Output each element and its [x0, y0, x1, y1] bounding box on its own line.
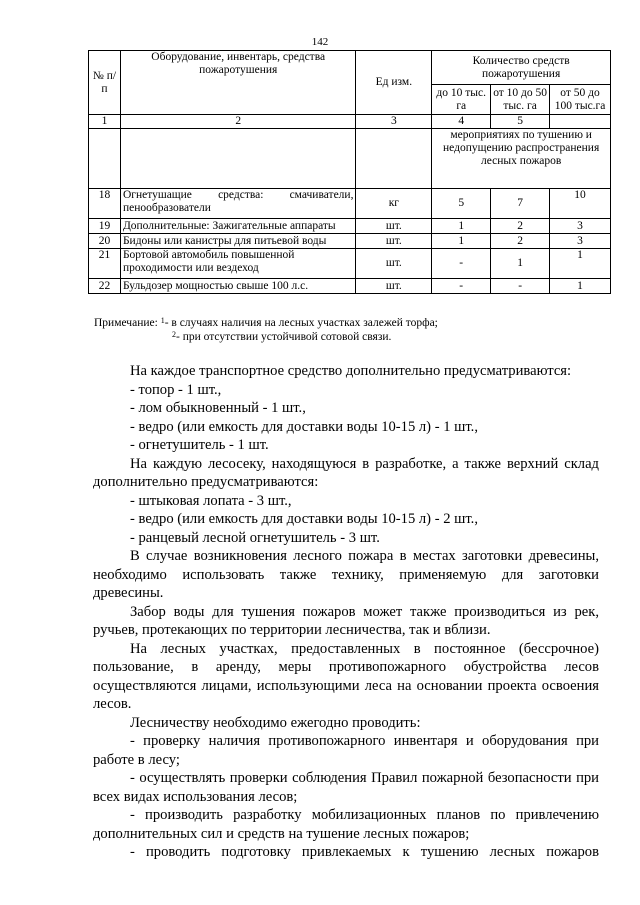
body-text — [93, 362, 599, 862]
paragraph: На каждое транспортное средство дополнительно предусматриваются: — [130, 363, 572, 379]
section-note: мероприятиях по тушению и недопущению распространения лесных пожаров — [432, 129, 611, 189]
header-quantity: Количество средств пожаротушения — [432, 51, 611, 85]
row-num: 19 — [89, 219, 121, 234]
list-item: - штыковая лопата - 3 шт., — [130, 492, 292, 509]
row-unit: кг — [356, 189, 432, 219]
paragraph: На лесных участках, предоставленных в постоянное (бессрочное) пользование, в аренду, меры противопожарного обустройства лесов осуществляются лицами, использующими леса на основании проекта освоения лесов. — [93, 640, 599, 712]
table-section-row — [89, 129, 611, 189]
page-number: 142 — [311, 36, 329, 48]
row-value-b: - — [491, 279, 550, 294]
list-item: - ведро (или емкость для доставки воды 10-15 л) - 1 шт., — [130, 418, 478, 435]
empty-cell — [356, 129, 432, 189]
row-num: 22 — [89, 279, 121, 294]
table-footnote — [94, 316, 594, 344]
header-col-a: до 10 тыс. га — [432, 85, 491, 115]
row-name: Бульдозер мощностью свыше 100 л.с. — [120, 279, 356, 294]
table-row — [89, 234, 611, 249]
table-header-row — [89, 51, 611, 85]
row-value-a: - — [432, 249, 491, 279]
row-value-a: 5 — [432, 189, 491, 219]
footnote-line-1 — [94, 316, 594, 330]
row-num: 20 — [89, 234, 121, 249]
row-num: 21 — [89, 249, 121, 279]
footnote-marker: 1 — [160, 316, 165, 325]
list-item: - лом обыкновенный - 1 шт., — [130, 400, 306, 416]
header-unit: Ед изм. — [356, 51, 432, 115]
row-unit: шт. — [356, 219, 432, 234]
paragraph: Забор воды для тушения пожаров может также производиться из рек, ручьев, протекающих по территории лесничества, так и вблизи. — [93, 603, 599, 638]
row-value-a: 1 — [432, 234, 491, 249]
header-num: № п/п — [89, 51, 121, 115]
row-value-c: 10 — [550, 189, 611, 219]
footnote-text: - в случаях наличия на лесных участках залежей торфа; — [164, 317, 438, 329]
index-cell: 1 — [89, 115, 121, 129]
table-row — [89, 249, 611, 279]
empty-cell — [120, 129, 356, 189]
row-value-c: 1 — [550, 279, 611, 294]
row-name-line: Огнетушащие средства: смачиватели, пенообразователи — [122, 189, 354, 214]
row-unit: шт. — [356, 279, 432, 294]
row-value-c: 3 — [550, 219, 611, 234]
index-cell: 5 — [491, 115, 550, 129]
paragraph: В случае возникновения лесного пожара в местах заготовки древесины, необходимо использовать также технику, применяемую для заготовки древесины. — [93, 548, 599, 601]
footnote-label: Примечание: — [94, 317, 158, 329]
index-cell: 2 — [120, 115, 356, 129]
paragraph: Лесничеству необходимо ежегодно проводить: — [130, 714, 421, 731]
equipment-table — [88, 50, 611, 294]
paragraph: На каждую лесосеку, находящуюся в разработке, а также верхний склад дополнительно предусматриваются: — [93, 455, 599, 490]
row-value-b: 2 — [491, 219, 550, 234]
header-col-c: от 50 до 100 тыс.га — [550, 85, 611, 115]
row-value-c: 1 — [550, 249, 611, 279]
table-row — [89, 189, 611, 219]
index-cell: 3 — [356, 115, 432, 129]
footnote-text: - при отсутствии устойчивой сотовой связи. — [176, 331, 392, 343]
table-row — [89, 279, 611, 294]
header-col-b: от 10 до 50 тыс. га — [491, 85, 550, 115]
list-item: - проводить подготовку привлекаемых к тушению лесных пожаров — [130, 844, 599, 860]
row-name: Бортовой автомобиль повышенной проходимости или вездеход — [120, 249, 356, 279]
row-unit: шт. — [356, 234, 432, 249]
row-value-a: - — [432, 279, 491, 294]
row-value-b: 1 — [491, 249, 550, 279]
row-value-b: 2 — [491, 234, 550, 249]
list-item: - топор - 1 шт., — [130, 381, 222, 398]
table-row — [89, 219, 611, 234]
row-name: Дополнительные: Зажигательные аппараты — [120, 219, 356, 234]
header-equipment: Оборудование, инвентарь, средства пожаротушения — [120, 51, 356, 115]
index-cell-empty — [550, 115, 611, 129]
list-item: - проверку наличия противопожарного инвентаря и оборудования при работе в лесу; — [93, 733, 599, 768]
row-value-c: 3 — [550, 234, 611, 249]
list-item: - производить разработку мобилизационных планов по привлечению дополнительных сил и средств на тушение лесных пожаров; — [93, 807, 599, 842]
footnote-marker: 2 — [172, 330, 176, 339]
empty-cell — [89, 129, 121, 189]
row-value-a: 1 — [432, 219, 491, 234]
table-index-row — [89, 115, 611, 129]
row-num: 18 — [89, 189, 121, 219]
list-item: - ранцевый лесной огнетушитель - 3 шт. — [130, 529, 380, 546]
row-name: Бидоны или канистры для питьевой воды — [120, 234, 356, 249]
list-item: - осуществлять проверки соблюдения Правил пожарной безопасности при всех видах использования лесов; — [93, 770, 599, 805]
row-value-b: 7 — [491, 189, 550, 219]
list-item: - огнетушитель - 1 шт. — [130, 437, 269, 453]
row-name — [120, 189, 356, 219]
index-cell: 4 — [432, 115, 491, 129]
footnote-line-2 — [94, 330, 594, 344]
list-item: - ведро (или емкость для доставки воды 10-15 л) - 2 шт., — [130, 511, 478, 527]
row-unit: шт. — [356, 249, 432, 279]
